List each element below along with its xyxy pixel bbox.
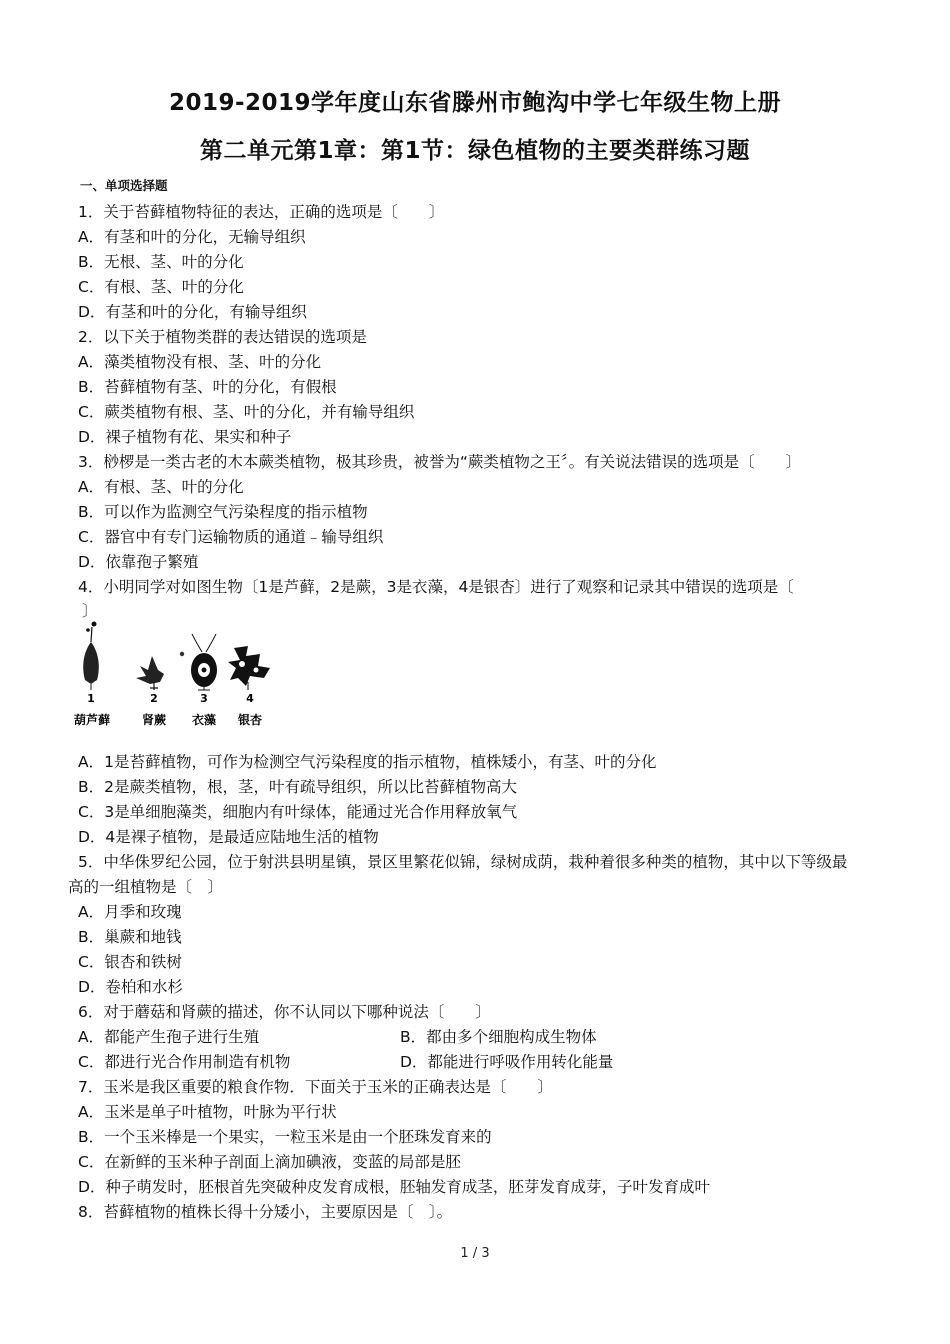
option: B．2是蕨类植物，根，茎，叶有疏导组织，所以比苔藓植物高大 bbox=[78, 778, 517, 796]
fern-illustration bbox=[136, 656, 164, 690]
option: A．月季和玫瑰 bbox=[78, 903, 182, 921]
page-title-line1: 2019-2019学年度山东省滕州市鲍沟中学七年级生物上册 bbox=[168, 90, 782, 116]
option: D．4是裸子植物，是最适应陆地生活的植物 bbox=[78, 828, 379, 846]
option: C．3是单细胞藻类，细胞内有叶绿体，能通过光合作用释放氧气 bbox=[78, 803, 518, 821]
figure-number-3: 3 bbox=[200, 692, 208, 705]
option: B．都由多个细胞构成生物体 bbox=[400, 1028, 597, 1046]
option: D．依靠孢子繁殖 bbox=[78, 553, 199, 571]
question-stem: 8．苔藓植物的植株长得十分矮小，主要原因是〔 〕。 bbox=[78, 1203, 453, 1221]
option: C．都进行光合作用制造有机物 bbox=[78, 1053, 291, 1071]
option: A．1是苔藓植物，可作为检测空气污染程度的指示植物，植株矮小，有茎、叶的分化 bbox=[78, 753, 657, 771]
option: C．器官中有专门运输物质的通道﹣输导组织 bbox=[78, 528, 384, 546]
question-stem-continuation: 〕 bbox=[82, 602, 98, 620]
question-stem: 6．对于蘑菇和肾蕨的描述，你不认同以下哪种说法〔 〕 bbox=[78, 1003, 491, 1021]
page-number: 1 / 3 bbox=[460, 1246, 490, 1261]
page-title-line2: 第二单元第1章：第1节：绿色植物的主要类群练习题 bbox=[199, 138, 750, 164]
option: C．有根、茎、叶的分化 bbox=[78, 278, 244, 296]
ginkgo-illustration bbox=[228, 646, 270, 690]
option: D．卷柏和水杉 bbox=[78, 978, 183, 996]
option: C．在新鲜的玉米种子剖面上滴加碘液，变蓝的局部是胚 bbox=[78, 1153, 461, 1171]
option: D．都能进行呼吸作用转化能量 bbox=[400, 1053, 614, 1071]
option: D．种子萌发时，胚根首先突破种皮发育成根，胚轴发育成茎，胚芽发育成芽，子叶发育成叶 bbox=[78, 1178, 710, 1196]
figure-number-2: 2 bbox=[150, 692, 158, 705]
figure-label-3: 衣藻 bbox=[191, 713, 217, 727]
option: B．苔藓植物有茎、叶的分化，有假根 bbox=[78, 378, 337, 396]
figure-label-4: 银杏 bbox=[237, 713, 263, 727]
option: B．巢蕨和地钱 bbox=[78, 928, 182, 946]
option: B．可以作为监测空气污染程度的指示植物 bbox=[78, 503, 368, 521]
option: C．银杏和铁树 bbox=[78, 953, 182, 971]
option: D．有茎和叶的分化，有输导组织 bbox=[78, 303, 307, 321]
option: B．一个玉米棒是一个果实，一粒玉米是由一个胚珠发育来的 bbox=[78, 1128, 492, 1146]
figure-label-1: 葫芦藓 bbox=[73, 713, 111, 727]
question-stem: 5．中华侏罗纪公园，位于射洪县明星镇，景区里繁花似锦，绿树成荫，栽种着很多种类的植物，其中以下等级最 bbox=[78, 853, 848, 871]
question-stem: 2．以下关于植物类群的表达错误的选项是 bbox=[78, 328, 367, 346]
option: A．有根、茎、叶的分化 bbox=[78, 478, 244, 496]
section-heading: 一、单项选择题 bbox=[80, 178, 168, 193]
figure-number-4: 4 bbox=[246, 692, 254, 705]
option: A．都能产生孢子进行生殖 bbox=[78, 1028, 260, 1046]
option: B．无根、茎、叶的分化 bbox=[78, 253, 244, 271]
question-stem: 3．桫椤是一类古老的木本蕨类植物，极其珍贵，被誉为“蕨类植物之王〞。有关说法错误的选项是〔 〕 bbox=[78, 453, 802, 471]
question-stem: 4．小明同学对如图生物〔1是芦藓，2是蕨，3是衣藻，4是银杏〕进行了观察和记录其中错误的选项是〔 bbox=[78, 578, 794, 596]
option: D．裸子植物有花、果实和种子 bbox=[78, 428, 292, 446]
option: A．有茎和叶的分化，无输导组织 bbox=[78, 228, 306, 246]
figure-label-2: 肾蕨 bbox=[141, 713, 167, 727]
question-stem: 1．关于苔藓植物特征的表达，正确的选项是〔 〕 bbox=[78, 203, 445, 221]
question-stem: 7．玉米是我区重要的粮食作物．下面关于玉米的正确表达是〔 〕 bbox=[78, 1078, 553, 1096]
question-stem-continuation: 高的一组植物是〔 〕 bbox=[68, 878, 224, 896]
moss-illustration bbox=[83, 622, 99, 691]
figure-number-1: 1 bbox=[87, 692, 95, 705]
algae-illustration bbox=[180, 634, 217, 690]
plant-figure bbox=[70, 618, 280, 730]
option: A．藻类植物没有根、茎、叶的分化 bbox=[78, 353, 322, 371]
option: A．玉米是单子叶植物，叶脉为平行状 bbox=[78, 1103, 337, 1121]
option: C．蕨类植物有根、茎、叶的分化，并有输导组织 bbox=[78, 403, 415, 421]
